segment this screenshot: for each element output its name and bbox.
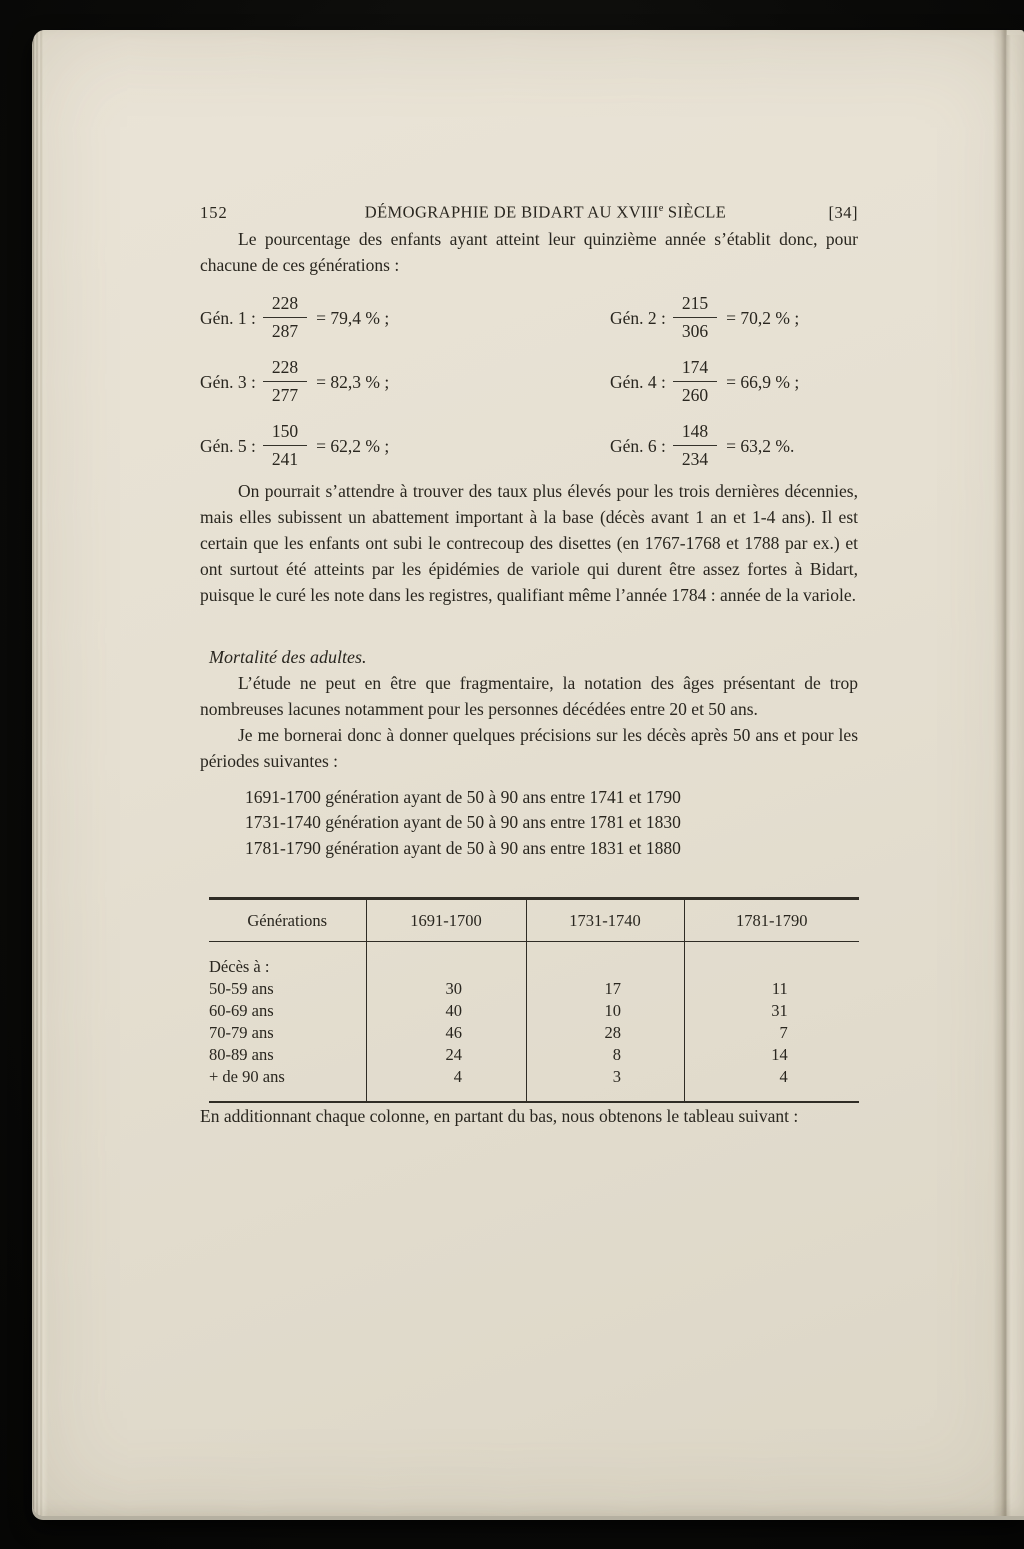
- generation-label: Gén. 6 :: [610, 435, 666, 456]
- running-title-superscript: e: [658, 203, 664, 214]
- deaths-by-age-table: [209, 897, 859, 1103]
- generation-rate-4: [610, 356, 799, 407]
- table-cell: 8: [526, 1044, 684, 1066]
- table-cell-empty: [684, 942, 859, 979]
- book-page: [33, 30, 1024, 1516]
- generation-rate-5: [200, 420, 610, 471]
- fraction: [673, 420, 717, 471]
- margin-reference: [34]: [828, 202, 858, 222]
- generation-rate-6: [610, 420, 794, 471]
- generation-rate-2: [610, 292, 799, 343]
- fraction-denominator: 260: [681, 385, 709, 405]
- rate-result: = 62,2 % ;: [316, 435, 390, 456]
- table-row-label: 60-69 ans: [209, 1000, 366, 1022]
- generation-rate-row: [200, 286, 858, 350]
- table-cell-empty: [526, 942, 684, 979]
- table-cell: 40: [366, 1000, 526, 1022]
- generation-rate-row: [200, 350, 858, 414]
- closing-paragraph: En additionnant chaque colonne, en partant du bas, nous obtenons le tableau suivant :: [200, 1106, 799, 1126]
- generation-label: Gén. 1 :: [200, 307, 256, 328]
- table-row-label: 70-79 ans: [209, 1022, 366, 1044]
- table-group-row: [209, 942, 859, 979]
- table-cell: 31: [771, 1001, 788, 1020]
- table-row-label: 80-89 ans: [209, 1044, 366, 1066]
- rate-result: = 79,4 % ;: [316, 307, 390, 328]
- table-cell: 24: [366, 1044, 526, 1066]
- generation-label: Gén. 5 :: [200, 435, 256, 456]
- section-heading: Mortalité des adultes.: [209, 646, 367, 667]
- rate-result: = 82,3 % ;: [316, 371, 390, 392]
- table-cell: 10: [526, 1000, 684, 1022]
- table-cell: 7: [779, 1023, 788, 1042]
- table-header-row: [209, 899, 859, 942]
- table-row: [209, 1000, 859, 1022]
- page-content: [200, 196, 858, 1129]
- running-title-tail: SIÈCLE: [663, 202, 727, 222]
- table-group-label: Décès à :: [209, 942, 366, 979]
- table-cell: 4: [779, 1067, 788, 1086]
- table-header-1731-1740: 1731-1740: [526, 899, 684, 942]
- table-cell: 17: [526, 978, 684, 1000]
- fraction-numerator: 228: [263, 356, 307, 382]
- table-cell: 46: [366, 1022, 526, 1044]
- fraction-numerator: 228: [263, 292, 307, 318]
- fraction-numerator: 174: [673, 356, 717, 382]
- table-row: [209, 1044, 859, 1066]
- table-header-1691-1700: 1691-1700: [366, 899, 526, 942]
- table-cell: 4: [366, 1066, 526, 1102]
- fraction-denominator: 234: [681, 449, 709, 469]
- period-line: 1691-1700 génération ayant de 50 à 90 ans entre 1741 et 1790: [245, 786, 681, 807]
- fraction-denominator: 306: [681, 321, 709, 341]
- adjacent-page-edge: [1007, 35, 1024, 1516]
- scope-paragraph: Je me bornerai donc à donner quelques précisions sur les décès après 50 ans et pour les périodes suivantes :: [200, 724, 858, 771]
- table-row-label: + de 90 ans: [209, 1066, 366, 1102]
- fraction: [673, 356, 717, 407]
- fraction-denominator: 277: [271, 385, 299, 405]
- fragmentary-paragraph: L’étude ne peut en être que fragmentaire, la notation des âges présentant de trop nombreuses lacunes notamment pour les personnes décédées entre 20 et 50 ans.: [200, 672, 858, 719]
- table-cell-empty: [366, 942, 526, 979]
- table-row: [209, 978, 859, 1000]
- table-cell: 30: [366, 978, 526, 1000]
- fraction: [263, 420, 307, 471]
- period-line: 1731-1740 génération ayant de 50 à 90 ans entre 1781 et 1830: [245, 812, 681, 832]
- fraction: [673, 292, 717, 343]
- running-title: [295, 196, 796, 226]
- page-number: 152: [200, 202, 228, 222]
- rate-result: = 70,2 % ;: [726, 307, 800, 328]
- fraction-numerator: 215: [673, 292, 717, 318]
- page-stack-edge: [33, 30, 48, 1516]
- table-header-generations: Générations: [209, 899, 366, 942]
- fraction-numerator: 150: [263, 420, 307, 446]
- fraction-numerator: 148: [673, 420, 717, 446]
- generation-rate-3: [200, 356, 610, 407]
- rate-result: = 63,2 %.: [726, 435, 795, 456]
- fraction: [263, 292, 307, 343]
- fraction-denominator: 241: [271, 449, 299, 469]
- intro-paragraph: Le pourcentage des enfants ayant atteint leur quinzième année s’établit donc, pour chacune de ces générations :: [200, 228, 858, 275]
- generation-rate-row: [200, 414, 858, 478]
- table-header-1781-1790: 1781-1790: [684, 899, 859, 942]
- running-title-main: DÉMOGRAPHIE DE BIDART AU XVIII: [364, 202, 659, 222]
- generation-label: Gén. 3 :: [200, 371, 256, 392]
- table-cell: 28: [526, 1022, 684, 1044]
- table-row: [209, 1022, 859, 1044]
- table-cell: 14: [771, 1045, 788, 1064]
- generation-rate-1: [200, 292, 610, 343]
- running-header: [200, 196, 858, 226]
- table-cell: 11: [771, 979, 788, 998]
- discussion-paragraph: On pourrait s’attendre à trouver des taux plus élevés pour les trois dernières décennies, mais elles subissent un abattement important à la base (décès avant 1 an et 1-4 ans). Il est certain que les enfants ont subi le contrecoup des disettes (en 1767-1768 et 1788 par ex.) et ont surtout été atteints par les épidémies de variole qui durent être assez fortes à Bidart, puisque le curé les note dans les registres, qualifiant même l’année 1784 : année de la variole.: [200, 480, 858, 605]
- table-cell: 3: [526, 1066, 684, 1102]
- fraction: [263, 356, 307, 407]
- rate-result: = 66,9 % ;: [726, 371, 800, 392]
- generation-rates-block: [200, 286, 858, 478]
- page-gutter-crease: [993, 30, 1007, 1516]
- table-row: [209, 1066, 859, 1102]
- generation-label: Gén. 2 :: [610, 307, 666, 328]
- period-definitions: [200, 785, 858, 862]
- table-row-label: 50-59 ans: [209, 978, 366, 1000]
- fraction-denominator: 287: [271, 321, 299, 341]
- period-line: 1781-1790 génération ayant de 50 à 90 ans entre 1831 et 1880: [245, 837, 681, 858]
- generation-label: Gén. 4 :: [610, 371, 666, 392]
